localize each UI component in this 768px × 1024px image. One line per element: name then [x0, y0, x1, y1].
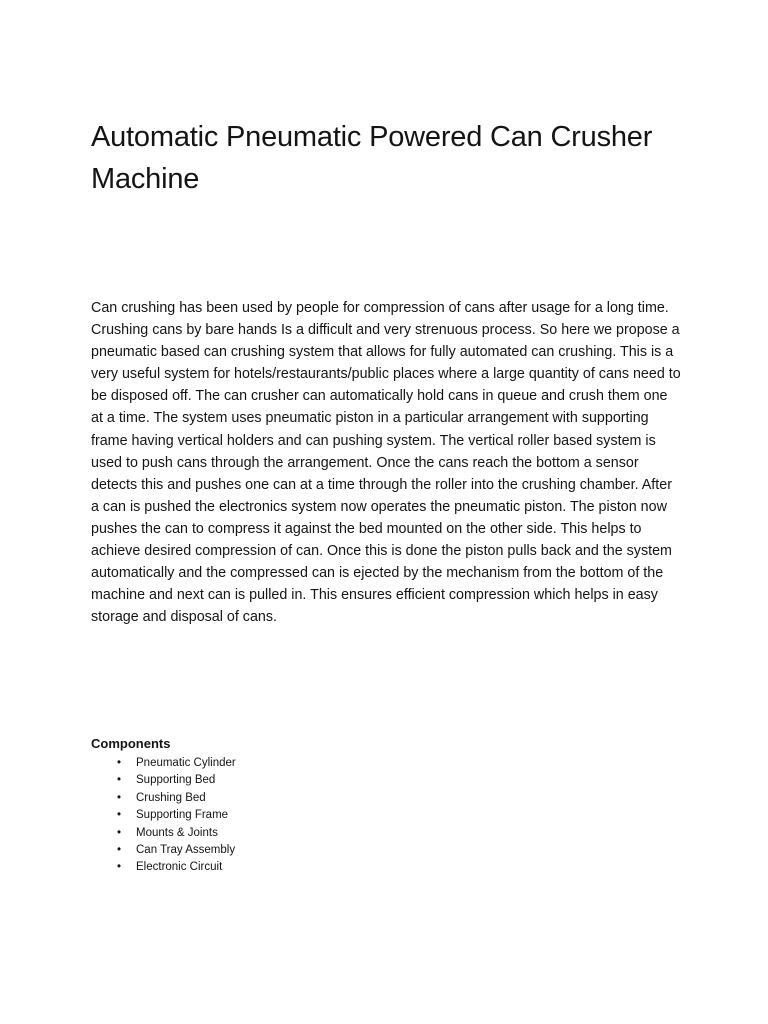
list-item [91, 755, 236, 772]
list-item-label: Supporting Bed [136, 774, 216, 787]
components-list [91, 755, 236, 877]
bullet-icon: • [116, 757, 122, 769]
list-item-label: Pneumatic Cylinder [136, 757, 236, 769]
components-heading: Components [91, 736, 171, 751]
document-title: Automatic Pneumatic Powered Can Crusher Machine [91, 121, 653, 195]
list-item [91, 772, 236, 789]
bullet-icon: • [116, 809, 122, 822]
bullet-icon: • [116, 826, 122, 839]
list-item [91, 842, 236, 859]
bullet-icon: • [116, 861, 122, 874]
document-body-paragraph: Can crushing has been used by people for compression of cans after usage for a long time. Crushing cans by bare hands Is a difficult and very strenuous process. So here we propose a pneumatic based can crushing system that allows for fully automated can crushing. This is a very useful system for hotels/restaurants/public places where a large quantity of cans need to be disposed off. The can crusher can automatically hold cans in queue and crush them one at a time. The system uses pneumatic piston in a particular arrangement with supporting frame having vertical holders and can pushing system. The vertical roller based system is used to push cans through the arrangement. Once the cans reach the bottom a sensor detects this and pushes one can at a time through the roller into the crushing chamber. After a can is pushed the electronics system now operates the pneumatic piston. The piston now pushes the can to compress it against the bed mounted on the other side. This helps to achieve desired compression of can. Once this is done the piston pulls back and the system automatically and the compressed can is ejected by the mechanism from the bottom of the machine and next can is pulled in. This ensures efficient compression which helps in easy storage and disposal of cans. [91, 300, 681, 626]
list-item [91, 807, 236, 824]
list-item [91, 859, 236, 876]
list-item-label: Supporting Frame [136, 809, 229, 822]
list-item-label: Electronic Circuit [136, 861, 223, 874]
list-item [91, 825, 236, 842]
bullet-icon: • [116, 774, 122, 787]
bullet-icon: • [116, 791, 122, 804]
list-item-label: Can Tray Assembly [136, 844, 236, 857]
list-item-label: Mounts & Joints [136, 826, 218, 839]
bullet-icon: • [116, 844, 122, 857]
list-item [91, 790, 236, 807]
list-item-label: Crushing Bed [136, 791, 206, 804]
